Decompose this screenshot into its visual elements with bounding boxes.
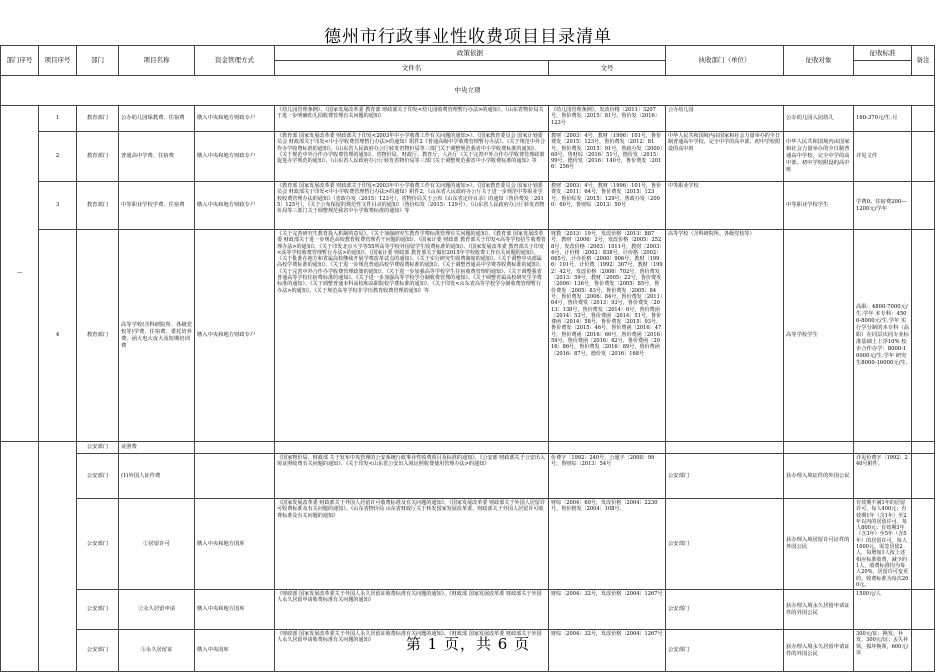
doc-no-cell: 价费字〔1992〕240号，公通字〔2000〕99号，鲁财综〔2013〕54号 bbox=[549, 454, 666, 499]
page-footer: 第 1 页，共 6 页 bbox=[405, 635, 531, 653]
remark-cell bbox=[912, 499, 935, 590]
exec-dept-cell: 公安部门 bbox=[666, 499, 784, 590]
standard-cell: 160-370元/生.月 bbox=[854, 106, 912, 132]
target-cell: 获办理入境证件的外国公民 bbox=[784, 454, 854, 499]
standard-cell: 300元/证：换发、补发，300元/证；丢失补领，损坏换领，600元/证 bbox=[854, 630, 912, 672]
dept-cell: 教育部门 bbox=[77, 132, 119, 182]
item-name-cell: 中等职业学校学费、住宿费 bbox=[119, 182, 195, 230]
header-dept: 部门 bbox=[77, 46, 119, 76]
file-name-cell: 《幼儿园管理条例》、《国家发展改革委 教育部 财政部关于印发<幼儿园收费管理暂行办法>的通知》、《山东省物价局关于进一步明确幼儿园收费管理有关问题的通知》 bbox=[275, 106, 549, 132]
fund-mode-cell: 缴入中央国库 bbox=[195, 630, 275, 672]
fund-mode-cell bbox=[195, 442, 275, 454]
dept-cell: 教育部门 bbox=[77, 230, 119, 442]
remark-cell bbox=[912, 590, 935, 630]
target-cell: 中华人民共和国境内由国家和社会力量举办的全日制普通高中学校、完全中学的高中部、初中学校附设的高中班 bbox=[784, 132, 854, 182]
header-target: 征收对象 bbox=[784, 46, 854, 76]
header-item-no: 项目序号 bbox=[39, 46, 77, 76]
file-name-cell: 《国家物价局、财政部 关于发布中央管理的公安系统行政事业性收费项目及标准的通知》，《公安部 财政部关于公安出入境证照收费有关问题的通知》、《关于印发<山东省公安出入境证照收费使用管理办法>的通知》 bbox=[275, 454, 549, 499]
file-name-cell: 《财政部 国家发展改革委关于外国人永久居留证收费标准有关问题的通知》、《财政部 国家发展改革委 财政部关于外国人永久居留申请收费标准有关问题的通知》 bbox=[275, 590, 549, 630]
target-cell: 获办理入境居留许可证件的外国公民 bbox=[784, 499, 854, 590]
remark-cell bbox=[912, 132, 935, 182]
table-row bbox=[1, 454, 935, 499]
document-title: 德州市行政事业性收费项目目录清单 bbox=[324, 27, 612, 47]
item-name-cell: 公办幼儿园保教费、住宿费 bbox=[119, 106, 195, 132]
header-policy: 政策依据 bbox=[275, 46, 666, 61]
doc-no-cell: 财综〔2004〕60号，发改价格〔2004〕2230号，鲁价格发〔2004〕108号。 bbox=[549, 499, 666, 590]
remark-cell bbox=[912, 442, 935, 454]
dept-cell: 教育部门 bbox=[77, 106, 119, 132]
target-cell: 高等学校学生 bbox=[784, 230, 854, 442]
standard-cell: 高职：4800-7000元/生.学年 本专科：4500-8000元/生.学年 实行学分制的本专科（高职）在同层次同专业标准基础上上浮10% 校企合作办学：8000-10000元/生.学年 研究生8000-16000元/生. bbox=[854, 230, 912, 442]
item-name-cell: ②永久居留申请 bbox=[119, 590, 195, 630]
target-cell bbox=[784, 442, 854, 454]
fund-mode-cell: 缴入中央和地方财政专户 bbox=[195, 182, 275, 230]
fund-mode-cell: 缴入中央和地方国库 bbox=[195, 590, 275, 630]
table-row bbox=[1, 230, 935, 442]
item-name-cell: 证照费 bbox=[119, 442, 195, 454]
remark-cell bbox=[912, 106, 935, 132]
section-central: 中央立项 bbox=[1, 76, 935, 106]
exec-dept-cell: 公安部门 bbox=[666, 590, 784, 630]
item-no-cell: 2 bbox=[39, 132, 77, 182]
file-name-cell: 《财政部 国家发展改革委关于外国人永久居留证收费标准有关问题的通知》、《财政部 国家发展改革委 财政部关于外国人永久居留申请收费标准有关问题的通知》 bbox=[275, 630, 549, 672]
header-fund-mode: 资金管理方式 bbox=[195, 46, 275, 76]
standard-cell: 详见价费字〔1992〕240号附件。 bbox=[854, 454, 912, 499]
target-cell: 获办理入境永久居留申请证件的外国公民 bbox=[784, 630, 854, 672]
standard-cell bbox=[854, 442, 912, 454]
item-no-cell: 3 bbox=[39, 182, 77, 230]
fee-catalog-table bbox=[0, 45, 935, 672]
table-row bbox=[1, 442, 935, 454]
dept-cell: 公安部门 bbox=[77, 454, 119, 499]
file-name-cell: 《关于完善研究生教育投入机制的意见》、《关于加强研究生教育学费标准管理有关问题的通知》、《教育部 国家发展改革委 财政部关于进一步规范高校教育收费管理若干问题的通知》、《国家计委 财政部 教育部关于印发<高等学校招生收费管理办法>的通知》、《关于印发北京大学等55所高等学校外国留学生收费标准的通知》、《国家发展改革委 教育部关于印发<高等学校收费管理暂行办法>的通知》、《国家计委 财政部 教育部关于做好2015年学校收费工作有关问题的通知》、《关于批准在地方和省属高校继续开展学费改革试点的通知》、《关于实行研究生收费制度的通知》、《关于调整中央部属高校学费标准的通知》、《关于进一步规范普通高校学费收费标准的通知》、《关于调整普通高中学费等收费标准的通知》、《关于完善中外合作办学收费管理政策的通知》、《关于进一步加强高等学校学生住宿收费管理的通知》、《关于调整我省普通高等学校住宿费标准的通知》、《关于进一步加强高等学校学分制收费管理的通知》、《关于调整省属高校研究生学费标准的通知》、《关于调整普通本科高校和高职院校学费标准的通知》、《关于印发<山东省高等学校学分制收费管理暂行办法>的通知》、《关于规范高等学校非学历教育收费管理的通知》等 bbox=[275, 230, 549, 442]
fund-mode-cell: 缴入中央和地方财政专户 bbox=[195, 106, 275, 132]
fund-mode-cell: 缴入中央和地方财政专户 bbox=[195, 132, 275, 182]
fund-mode-cell: 缴入中央和地方财政专户 bbox=[195, 230, 275, 442]
file-name-cell: 《教育部 国家发展改革委 财政部关于印发<2003年中小学收费工作有关问题的通知>》、《国家教育委员会 国家计划委员会 财政部关于印发<中小学收费管理暂行办法>的通知》附件2，《山东省人民政府办公厅关于进一步规范中等职业学校收费管理办法的通知》（省政办发〔2015〕123号），省物价局关于公布《山东省定价目录》的通知（鲁价费发〔2015〕125号），《关于公布保留的规范性文件目录的通知》（鲁价综发〔2015〕129号），《山东省人民政府办公厅转发省物价局等三部门关于调整规范我省中小学收费标准的通知》等 bbox=[275, 182, 549, 230]
header-file-name: 文件名 bbox=[275, 61, 549, 76]
dept-cell: 公安部门 bbox=[77, 630, 119, 672]
exec-dept-cell: 公安部门 bbox=[666, 454, 784, 499]
remark-cell bbox=[912, 182, 935, 230]
item-name-cell: ①居留许可 bbox=[119, 499, 195, 590]
table-row bbox=[1, 590, 935, 630]
header-dept-no: 部门序号 bbox=[1, 46, 39, 76]
header-doc-no: 文号 bbox=[549, 61, 666, 76]
dept-cell: 公安部门 bbox=[77, 442, 119, 454]
target-cell: 获办理入境永久居留申请证件的外国公民 bbox=[784, 590, 854, 630]
dept-cell: 公安部门 bbox=[77, 499, 119, 590]
item-name-cell: (1)外国人证件费 bbox=[119, 454, 195, 499]
doc-no-cell: 财综〔2004〕32号，发改价格〔2004〕1267号 bbox=[549, 590, 666, 630]
item-name-cell: 普通高中学费、住宿费 bbox=[119, 132, 195, 182]
fund-mode-cell bbox=[195, 454, 275, 499]
exec-dept-cell: 公办幼儿园 bbox=[666, 106, 784, 132]
table-row bbox=[1, 106, 935, 132]
doc-no-cell: 教财〔2003〕4号，教财〔1996〕101号，鲁价费发〔2015〕123号，鲁价费发〔2012〕81号，鲁价费发〔2015〕91号，鲁政办发〔2000〕60号，鲁财综〔2016〕51号，德价发〔2015〕99号，德价发〔2016〕140号，鲁价费发〔2016〕256号 bbox=[549, 132, 666, 182]
header-remark: 备注 bbox=[912, 46, 935, 76]
item-name-cell: ③永久居留证 bbox=[119, 630, 195, 672]
dept-cell: 公安部门 bbox=[77, 590, 119, 630]
table-row bbox=[1, 499, 935, 590]
exec-dept-cell: 公安部门 bbox=[666, 630, 784, 672]
exec-dept-cell: 中等职业学校 bbox=[666, 182, 784, 230]
target-cell: 公办幼儿园入园幼儿 bbox=[784, 106, 854, 132]
standard-cell: 详见文件 bbox=[854, 132, 912, 182]
remark-cell bbox=[912, 454, 935, 499]
doc-no-cell bbox=[549, 442, 666, 454]
doc-no-cell: 财教〔2013〕19号，发改价格〔2013〕887号，教财〔2006〕2号，发改价格〔2005〕2528号，发改价格〔2003〕1011号，教财〔2003〕4号，计价格〔2002〕838号，计价格〔2002〕665号，计办价格〔2000〕906号，教财〔1996〕101号，计价费〔1992〕367号，教财〔1992〕42号，发改价格〔2006〕702号，鲁价费发〔2013〕59号，教财〔2005〕22号，鲁价费发〔2006〕136号，鲁价费发〔2005〕85号，鲁价费发〔2005〕83号，鲁价费发〔2005〕84号，鲁价费发〔2006〕84号，鲁价费发〔2011〕64号，鲁价费发〔2013〕93号，鲁价费发〔2013〕138号，鲁价费发〔2014〕6号，鲁价费函〔2014〕53号，鲁价费函〔2014〕51号，鲁价费函〔2014〕58号，鲁价费发〔2015〕93号，鲁价费发〔2015〕46号，鲁价费函〔2016〕47号，鲁价费函〔2016〕60号，鲁价费函〔2016〕59号，鲁价费函〔2016〕62号，鲁价费函〔2016〕86号，鲁价费发〔2016〕89号，鲁价费函〔2016〕87号，德价发〔2016〕168号 bbox=[549, 230, 666, 442]
dept-no-cell: — bbox=[1, 106, 39, 442]
fund-mode-cell: 缴入中央和地方国库 bbox=[195, 499, 275, 590]
doc-no-cell: 财综〔2004〕32号，发改价格〔2004〕1267号 bbox=[549, 630, 666, 672]
header-standard: 征收标准 bbox=[854, 46, 912, 61]
doc-no-cell: 教财〔2003〕4号，教财〔1996〕101号，鲁价费发〔2011〕64号，鲁价费发〔2015〕123号，鲁价综发〔2015〕129号，鲁政办发〔2000〕60号，鲁财综〔2013〕50号 bbox=[549, 182, 666, 230]
file-name-cell: 《国家发展改革委 财政部关于外国人居留许可收费标准及有关问题的通知》、《国家发展改革委 财政部关于外国人居留许可收费标准及有关问题的通知》、《山东省物价局 山东省财政厅关于转发国家发展改革委、财政部关于外国人居留许可收费标准及有关问题的通知》 bbox=[275, 499, 549, 590]
standard-cell: 学费0。住宿费200—1200元/学年 bbox=[854, 182, 912, 230]
table-row bbox=[1, 182, 935, 230]
remark-cell bbox=[912, 230, 935, 442]
file-name-cell: 《教育部 国家发展改革委 财政部关于印发<2003年中小学收费工作有关问题的通知>》、《国家教育委员会 国家计划委员会 财政部关于印发<中小学收费管理暂行办法>的通知》附件2《普通高级中学收费管理暂行办法》、《关于规范中外合作办学收费标准的通知》、《山东省人民政府办公厅转发省物价局等三部门关于调整规范我省中小学收费标准的通知》、《关于规范中外合作办学收费管理的通知》、省物价局、财政厅、教育厅、人社厅《关于完善中外合作办学收费管理政策促进办学规范的通知》、《山东省人民政府办公厅转发省物价局等三部门关于调整规范我省中小学收费标准的通知》等 bbox=[275, 132, 549, 182]
exec-dept-cell: 中华人民共和国境内由国家和社会力量举办的全日制普通高中学校、完全中学的高中部、初中学校附设的高中班 bbox=[666, 132, 784, 182]
table-row bbox=[1, 132, 935, 182]
dept-cell: 教育部门 bbox=[77, 182, 119, 230]
target-cell: 中等职业学校学生 bbox=[784, 182, 854, 230]
exec-dept-cell bbox=[666, 442, 784, 454]
item-no-cell: 1 bbox=[39, 106, 77, 132]
item-no-cell: 4 bbox=[39, 230, 77, 442]
standard-cell: 1500元/人 bbox=[854, 590, 912, 630]
standard-cell: 有效期不满1年的居留许可，每人400元；有效期1年（含1年）至2年以内的居留许可，每人800元；有效期3年（含3年）至5年（含5年）的居留许可，每人1000元。需签居留2人，每增加1人按上述相应标准收费，减少的1人，收费标准均为每人20%，居留许可变更的，收费标准为每次200元。 bbox=[854, 499, 912, 590]
exec-dept-cell: 高等学校（含科研院所、各级党校等） bbox=[666, 230, 784, 442]
header-standard-sub bbox=[854, 61, 912, 76]
item-name-cell: 高等学校(含科研院所、各级党校等)学费、住宿费、委托培养费、函大电大夜大及短期培训费 bbox=[119, 230, 195, 442]
doc-no-cell: 《幼儿园管理条例》，发改价格〔2011〕3207号，鲁价费发〔2015〕81号，鲁价发〔2016〕123号 bbox=[549, 106, 666, 132]
header-exec-dept: 执收部门（单位） bbox=[666, 46, 784, 76]
header-item-name: 项目名称 bbox=[119, 46, 195, 76]
file-name-cell bbox=[275, 442, 549, 454]
